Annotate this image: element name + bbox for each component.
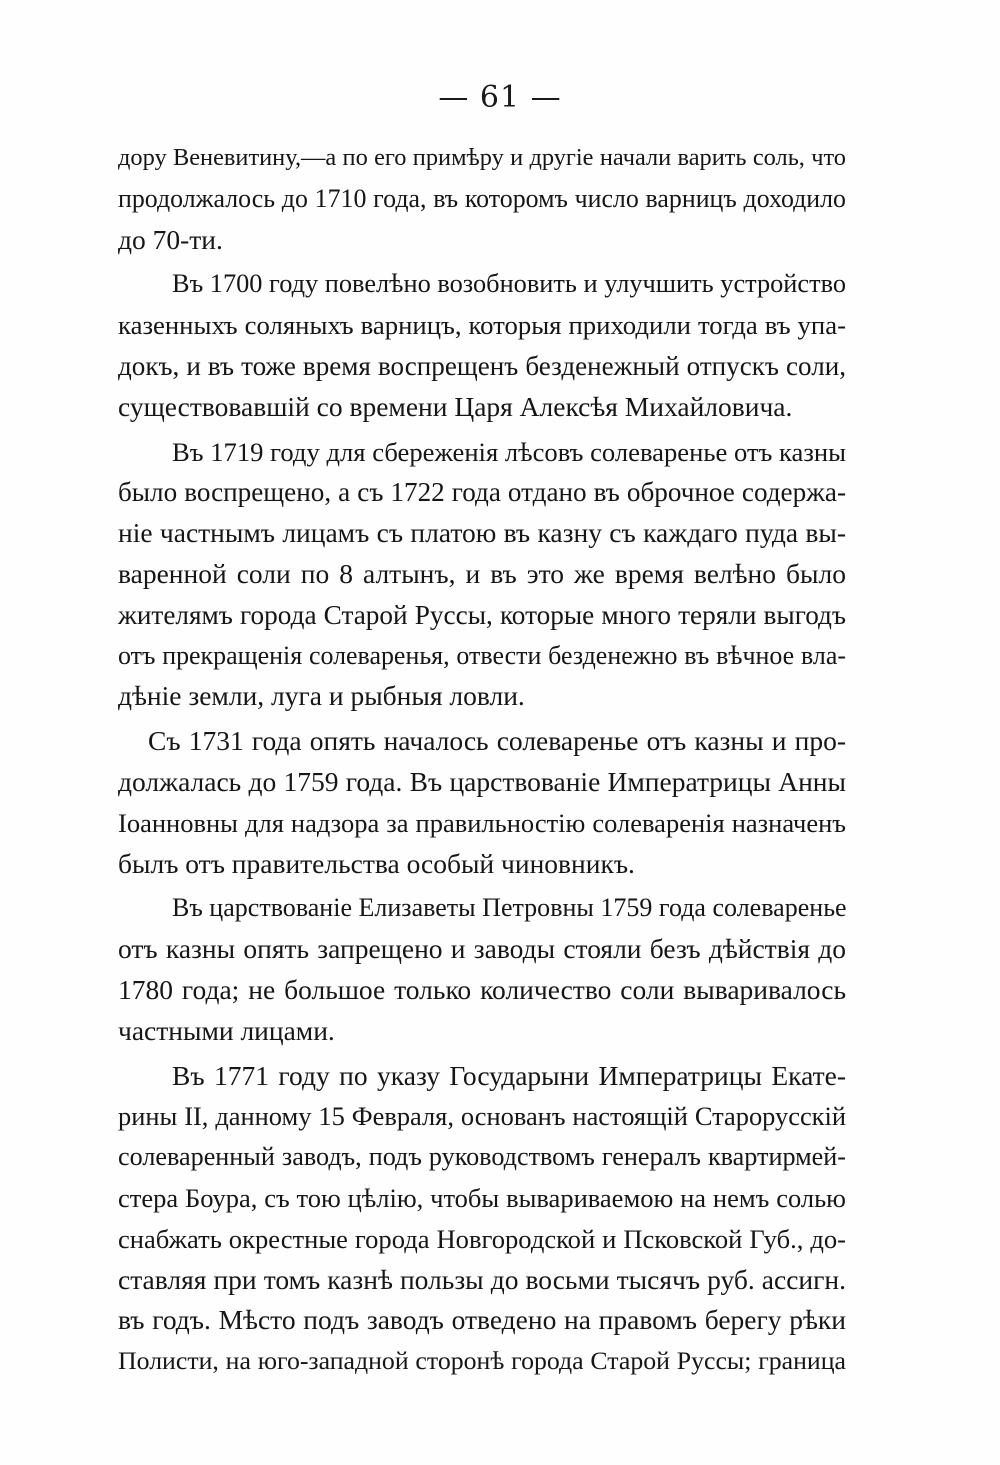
text-line: докъ, и въ тоже время воспрещенъ безденежный отпускъ соли,: [118, 350, 846, 381]
text-line: Съ 1731 года опять началось солевареньe отъ казны и про-: [148, 725, 846, 757]
text-line: былъ отъ правительства особый чиновникъ.: [118, 847, 635, 879]
text-line: до 70-ти.: [118, 223, 223, 255]
paragraph: [118, 1056, 846, 1382]
text-line: отъ прекращенія солеваренья, отвести безденежно въ вѣчное вла-: [118, 640, 846, 670]
text-line: въ годъ. Мѣсто подъ заводъ отведено на правомъ берегу рѣки: [118, 1304, 846, 1336]
text-line: снабжать окрестные города Новгородской и Псковской Губ., до-: [118, 1223, 846, 1254]
paragraph: [118, 264, 846, 427]
text-line: варенной соли по 8 алтынъ, и въ это же время велѣно было: [118, 557, 846, 589]
paragraph: [118, 432, 846, 718]
text-line: стера Боура, съ тою цѣлію, чтобы вывариваемою на немъ солью: [118, 1182, 846, 1213]
text-line: ставляя при томъ казнѣ пользы до восьми тысячъ руб. ассигн.: [118, 1263, 846, 1295]
text-line: солеваренный заводъ, подъ руководствомъ генералъ квартирмей-: [118, 1142, 846, 1172]
paragraph: [118, 888, 846, 1051]
text-line: Въ царствованіе Елизаветы Петровны 1759 года солеваренье: [172, 893, 847, 923]
text-line: Іоанновны для надзора за правильностію солеваренія назначенъ: [118, 807, 846, 838]
page-number: — 61 —: [438, 80, 562, 115]
text-line: казенныхъ соляныхъ варницъ, которыя приходили тогда въ упа-: [118, 310, 846, 341]
text-line: рины II, данному 15 Февраля, основанъ настоящій Старорусскій: [118, 1101, 846, 1132]
text-line: Въ 1771 году по указу Государыни Императрицы Екате-: [172, 1059, 846, 1091]
text-line: Полисти, на юго-западной сторонѣ города Старой Руссы; граница: [118, 1346, 846, 1376]
paragraph: [118, 721, 846, 884]
text-line: Въ 1719 году для сбереженія лѣсовъ солеваренье отъ казны: [172, 436, 846, 467]
text-line: ніе частнымъ лицамъ съ платою въ казну съ каждаго пуда вы-: [118, 517, 846, 549]
text-line: должалась до 1759 года. Въ царствованіе Императрицы Анны: [118, 765, 846, 797]
text-line: продолжалось до 1710 года, въ которомъ число варницъ доходило: [118, 183, 846, 213]
body-text: [118, 138, 846, 1386]
text-line: было воспрещено, а съ 1722 года отдано въ оброчное содержа-: [118, 477, 846, 508]
paragraph: [118, 138, 846, 260]
text-line: частными лицами.: [118, 1014, 335, 1046]
text-line: дѣніе земли, луга и рыбныя ловли.: [118, 680, 525, 712]
text-line: отъ казны опять запрещено и заводы стояли безъ дѣйствія до: [118, 933, 846, 965]
text-line: жителямъ города Старой Руссы, которые много теряли выгодъ: [118, 599, 846, 630]
text-line: дору Веневитину,—а по его примѣру и другіе начали варить соль, что: [118, 144, 846, 171]
text-line: Въ 1700 году повелѣно возобновить и улучшить устройство: [172, 269, 847, 299]
text-line: 1780 года; не большое только количество соли вываривалось: [118, 973, 846, 1005]
text-line: существовавшій со времени Царя Алексѣя Михайловича.: [118, 390, 793, 422]
